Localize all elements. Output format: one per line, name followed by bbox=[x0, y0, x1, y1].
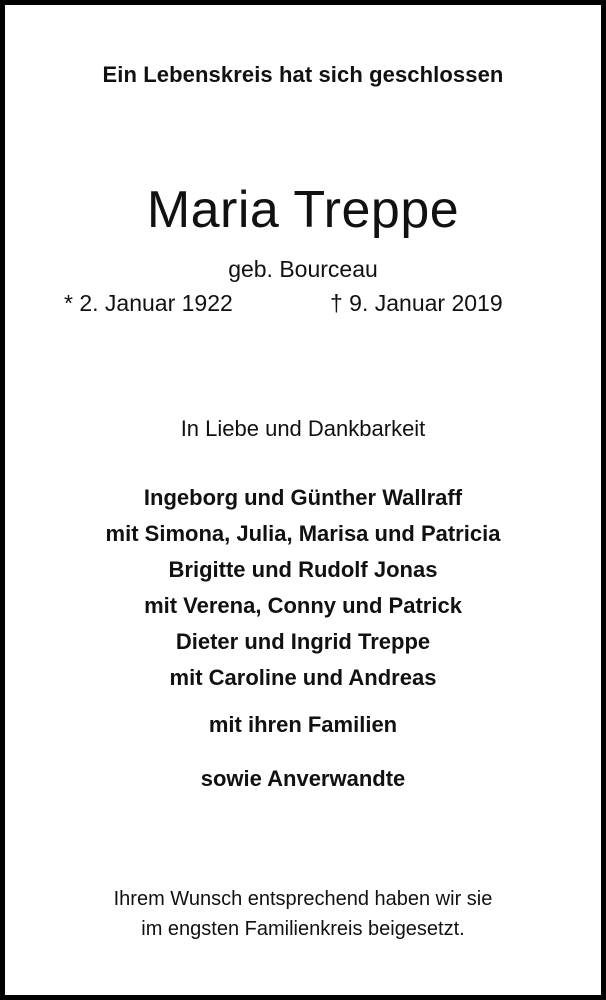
mourner-line: mit Simona, Julia, Marisa und Patricia bbox=[105, 521, 501, 546]
closing-line: Ihrem Wunsch entsprechend haben wir sie bbox=[113, 888, 493, 910]
notice-heading: Ein Lebenskreis hat sich geschlossen bbox=[102, 62, 504, 87]
mourner-line: mit Caroline und Andreas bbox=[169, 665, 437, 690]
relatives-line: sowie Anverwandte bbox=[200, 766, 406, 791]
birth-date: * 2. Januar 1922 bbox=[64, 290, 233, 316]
families-line: mit ihren Familien bbox=[208, 712, 398, 737]
maiden-name: geb. Bourceau bbox=[228, 256, 378, 282]
mourner-line: Dieter und Ingrid Treppe bbox=[175, 629, 431, 654]
mourner-line: Brigitte und Rudolf Jonas bbox=[168, 557, 438, 582]
death-date: † 9. Januar 2019 bbox=[330, 290, 503, 316]
mourner-line: Ingeborg und Günther Wallraff bbox=[143, 485, 463, 510]
dedication-line: In Liebe und Dankbarkeit bbox=[180, 416, 426, 441]
mourner-line: mit Verena, Conny und Patrick bbox=[144, 593, 462, 618]
mourners-list bbox=[5, 480, 601, 696]
closing-note bbox=[5, 884, 601, 944]
closing-line: im engsten Familienkreis beigesetzt. bbox=[141, 918, 465, 940]
deceased-name: Maria Treppe bbox=[146, 181, 460, 239]
